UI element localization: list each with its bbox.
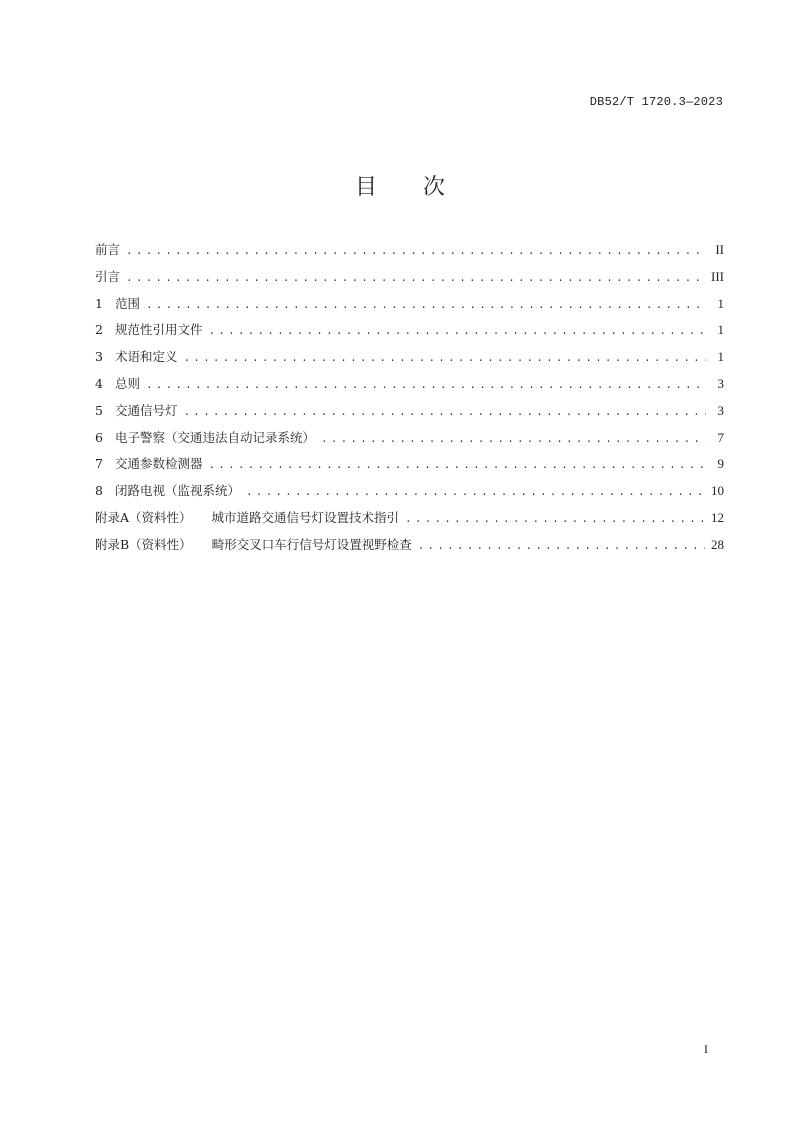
toc-appendix-label: 附录B（资料性） — [95, 536, 192, 552]
toc-label: 交通参数检测器 — [114, 456, 203, 472]
toc-number: 8 — [95, 483, 103, 499]
toc-entry-appendix-a[interactable] — [95, 508, 724, 535]
toc-page: 1 — [717, 349, 724, 365]
dot-leader — [405, 514, 705, 526]
title-char-1: 目 — [354, 175, 377, 200]
toc-label: 闭路电视（监视系统） — [114, 483, 240, 499]
toc-entry-8[interactable] — [95, 481, 724, 508]
dot-leader — [126, 246, 706, 258]
toc-entry-appendix-b[interactable] — [95, 535, 724, 562]
document-number: DB52/T 1720.3—2023 — [589, 95, 723, 109]
toc-page: III — [711, 268, 724, 284]
toc-label: 引言 — [95, 268, 121, 284]
toc-entry-4[interactable] — [95, 374, 724, 401]
toc-entry-3[interactable] — [95, 347, 724, 374]
toc-number: 6 — [95, 429, 103, 445]
dot-leader — [321, 434, 706, 446]
toc-label: 交通信号灯 — [114, 402, 178, 418]
toc-page: 12 — [711, 509, 724, 525]
dot-leader — [183, 407, 706, 419]
toc-entry-7[interactable] — [95, 454, 724, 481]
dot-leader — [183, 353, 706, 365]
toc-entry-introduction[interactable] — [95, 267, 724, 294]
dot-leader — [126, 273, 705, 285]
dot-leader — [208, 460, 706, 472]
toc-label: 电子警察（交通违法自动记录系统） — [114, 429, 315, 445]
toc-label: 术语和定义 — [114, 349, 178, 365]
toc-entry-5[interactable] — [95, 401, 724, 428]
toc-label: 范围 — [114, 295, 140, 311]
toc-number: 2 — [95, 322, 103, 338]
toc-page: 28 — [711, 536, 724, 552]
page-title — [0, 170, 800, 201]
toc-number: 1 — [95, 295, 103, 311]
toc-page: II — [715, 242, 724, 257]
toc-number: 4 — [95, 375, 103, 391]
dot-leader — [418, 541, 705, 553]
title-char-2: 次 — [423, 175, 446, 200]
toc-number: 7 — [95, 456, 103, 472]
toc-label: 规范性引用文件 — [114, 322, 203, 338]
dot-leader — [246, 487, 705, 499]
toc-label: 畸形交叉口车行信号灯设置视野检查 — [211, 536, 412, 552]
toc-page: 1 — [717, 322, 724, 338]
toc-entry-2[interactable] — [95, 320, 724, 347]
toc-page: 3 — [717, 402, 724, 418]
toc-page: 9 — [717, 456, 724, 472]
page-number: I — [704, 1042, 708, 1056]
toc-appendix-label: 附录A（资料性） — [95, 509, 192, 525]
toc-label: 前言 — [95, 242, 121, 257]
dot-leader — [146, 380, 706, 392]
toc-entry-foreword[interactable] — [95, 240, 724, 267]
table-of-contents — [95, 240, 724, 562]
toc-page: 10 — [711, 483, 724, 499]
dot-leader — [146, 300, 706, 312]
toc-label: 总则 — [114, 375, 140, 391]
toc-page: 1 — [717, 295, 724, 311]
toc-entry-6[interactable] — [95, 428, 724, 455]
dot-leader — [208, 326, 706, 338]
toc-page: 3 — [717, 375, 724, 391]
toc-page: 7 — [717, 429, 724, 445]
toc-label: 城市道路交通信号灯设置技术指引 — [211, 509, 400, 525]
toc-entry-1[interactable] — [95, 294, 724, 321]
toc-number: 5 — [95, 402, 103, 418]
toc-number: 3 — [95, 349, 103, 365]
